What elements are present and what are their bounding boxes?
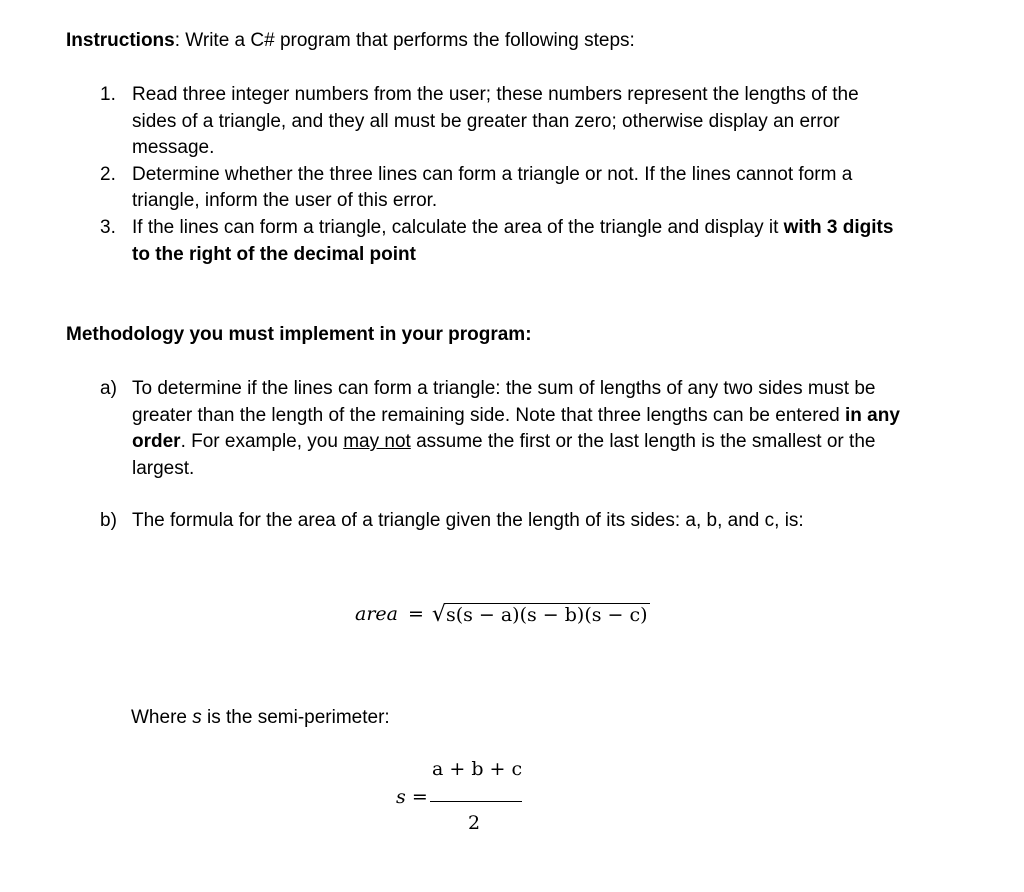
item-a-underlined-text: may not — [343, 431, 411, 453]
instructions-separator: : — [174, 30, 186, 51]
step-1-text: Read three integer numbers from the user; these numbers represent the lengths of the sides of a triangle, and they all must be greater than zero; otherwise display an error message. — [132, 84, 859, 159]
methodology-heading-text: Methodology you must implement in your program: — [66, 324, 532, 345]
square-root-icon: √ — [431, 601, 446, 627]
item-a-text-2: . For example, you — [180, 431, 344, 453]
item-a-marker: a) — [100, 378, 117, 399]
item-a-text-3: assume the first or the last length is the smallest or the largest. — [132, 431, 876, 479]
step-3-text: If the lines can form a triangle, calculate the area of the triangle and display it — [132, 216, 784, 238]
semi-perimeter-variable: s — [396, 786, 406, 808]
step-3 — [100, 215, 900, 268]
area-formula-radicand: s(s − a)(s − b)(s − c) — [445, 603, 648, 626]
step-1-marker: 1. — [100, 84, 116, 105]
where-text-1: Where — [131, 707, 193, 728]
item-a-body — [100, 376, 900, 482]
methodology-item-a — [100, 376, 900, 482]
steps-list — [100, 82, 900, 268]
semi-perimeter-equals: = — [411, 786, 428, 808]
semi-perimeter-lhs — [396, 786, 428, 808]
instructions-line — [66, 28, 635, 55]
where-line — [131, 705, 390, 732]
fraction-bar — [430, 801, 522, 802]
where-variable: s — [192, 707, 202, 728]
item-b-body — [100, 508, 900, 535]
step-2-marker: 2. — [100, 163, 116, 185]
where-text-2: is the semi-perimeter: — [201, 707, 390, 728]
item-a-text-1: To determine if the lines can form a triangle: the sum of lengths of any two sides must be greater than the length of the remaining side. Note that three lengths can be entered — [132, 378, 876, 426]
item-b-text: The formula for the area of a triangle given the length of its sides: a, b, and c, is: — [132, 510, 804, 531]
fraction-numerator: a + b + c — [432, 758, 523, 780]
step-2 — [100, 162, 900, 215]
instructions-text: Write a C# program that performs the following steps: — [185, 30, 635, 51]
area-formula-equals: = — [407, 603, 424, 625]
instructions-label: Instructions — [66, 30, 175, 51]
item-a-bold-text: in any order — [132, 404, 900, 453]
fraction-denominator: 2 — [468, 812, 481, 834]
area-formula — [355, 596, 650, 632]
step-2-text: Determine whether the three lines can form a triangle or not. If the lines cannot form a triangle, inform the user of this error. — [132, 163, 853, 212]
step-1 — [100, 82, 900, 162]
item-b-marker: b) — [100, 510, 117, 531]
area-formula-lhs: area — [355, 603, 398, 625]
step-3-marker: 3. — [100, 216, 116, 238]
methodology-heading — [66, 322, 532, 349]
methodology-item-b — [100, 508, 900, 535]
step-3-bold-text: with 3 digits to the right of the decimal point — [132, 216, 894, 265]
